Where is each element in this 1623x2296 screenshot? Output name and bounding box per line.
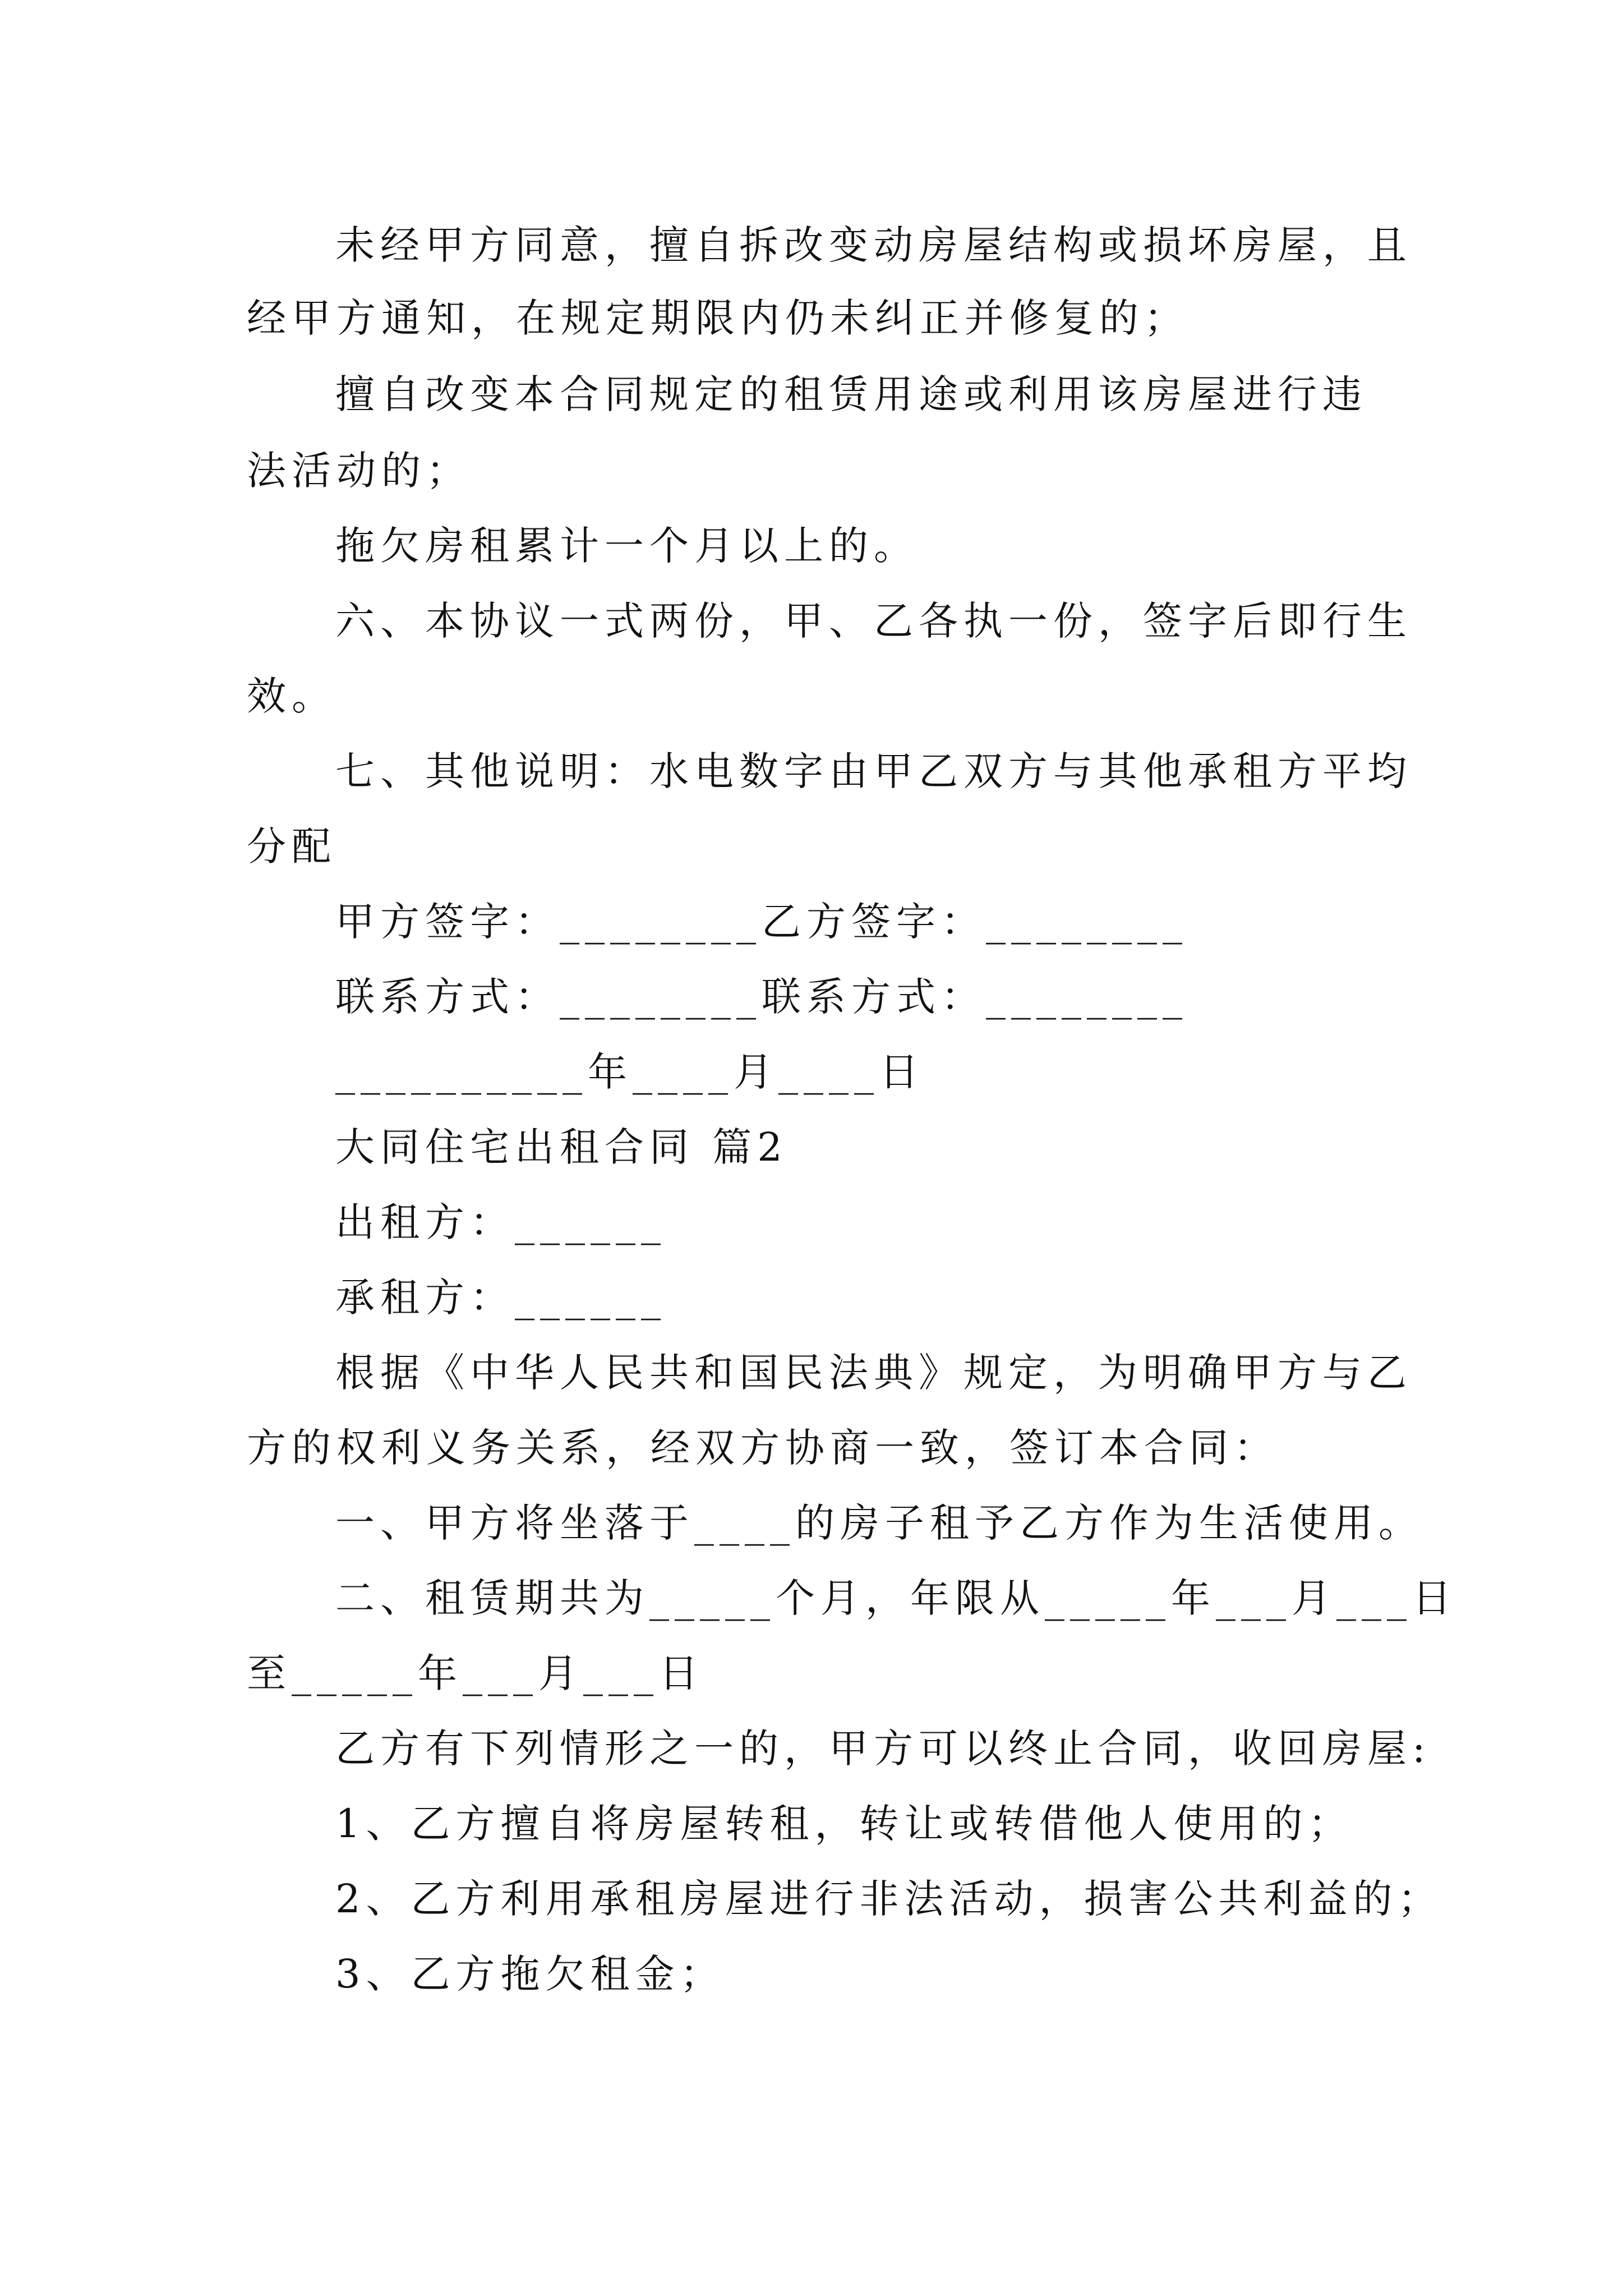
text-line: 六、本协议一式两份，甲、乙各执一份，签字后即行生 <box>335 598 1412 644</box>
list-item: 3、乙方拖欠租金； <box>335 1951 725 1997</box>
text-line: 未经甲方同意，擅自拆改变动房屋结构或损坏房屋，且 <box>335 222 1412 268</box>
text-line: 乙方有下列情形之一的，甲方可以终止合同，收回房屋: <box>335 1726 1431 1772</box>
lessee-line: 承租方：______ <box>335 1274 666 1320</box>
text-line: 经甲方通知，在规定期限内仍未纠正并修复的； <box>247 295 1189 341</box>
text-line: 七、其他说明：水电数字由甲乙双方与其他承租方平均 <box>335 748 1412 794</box>
section-heading: 大同住宅出租合同 篇2 <box>335 1124 788 1170</box>
text-line: 拖欠房租累计一个月以上的。 <box>335 523 919 569</box>
text-line: 至_____年___月___日 <box>247 1650 704 1696</box>
lessor-line: 出租方：______ <box>335 1199 666 1245</box>
text-line: 二、租赁期共为_____个月，年限从_____年___月___日 <box>335 1575 1457 1621</box>
text-line: 一、甲方将坐落于____的房子租予乙方作为生活使用。 <box>335 1500 1423 1546</box>
text-line: 法活动的； <box>247 448 471 494</box>
signature-line: 甲方签字：________乙方签字：________ <box>335 899 1188 945</box>
text-line: 效。 <box>247 673 336 719</box>
list-item: 2、乙方利用承租房屋进行非法活动，损害公共利益的； <box>335 1876 1443 1922</box>
text-line: 方的权利义务关系，经双方协商一致，签订本合同： <box>247 1425 1279 1471</box>
text-line: 擅自改变本合同规定的租赁用途或利用该房屋进行违 <box>335 371 1367 417</box>
text-line: 分配 <box>247 823 336 869</box>
date-line: __________年____月____日 <box>335 1049 924 1095</box>
contact-line: 联系方式：________联系方式：________ <box>335 974 1188 1020</box>
text-line: 根据《中华人民共和国民法典》规定，为明确甲方与乙 <box>335 1350 1412 1396</box>
list-item: 1、乙方擅自将房屋转租，转让或转借他人使用的； <box>335 1801 1353 1847</box>
